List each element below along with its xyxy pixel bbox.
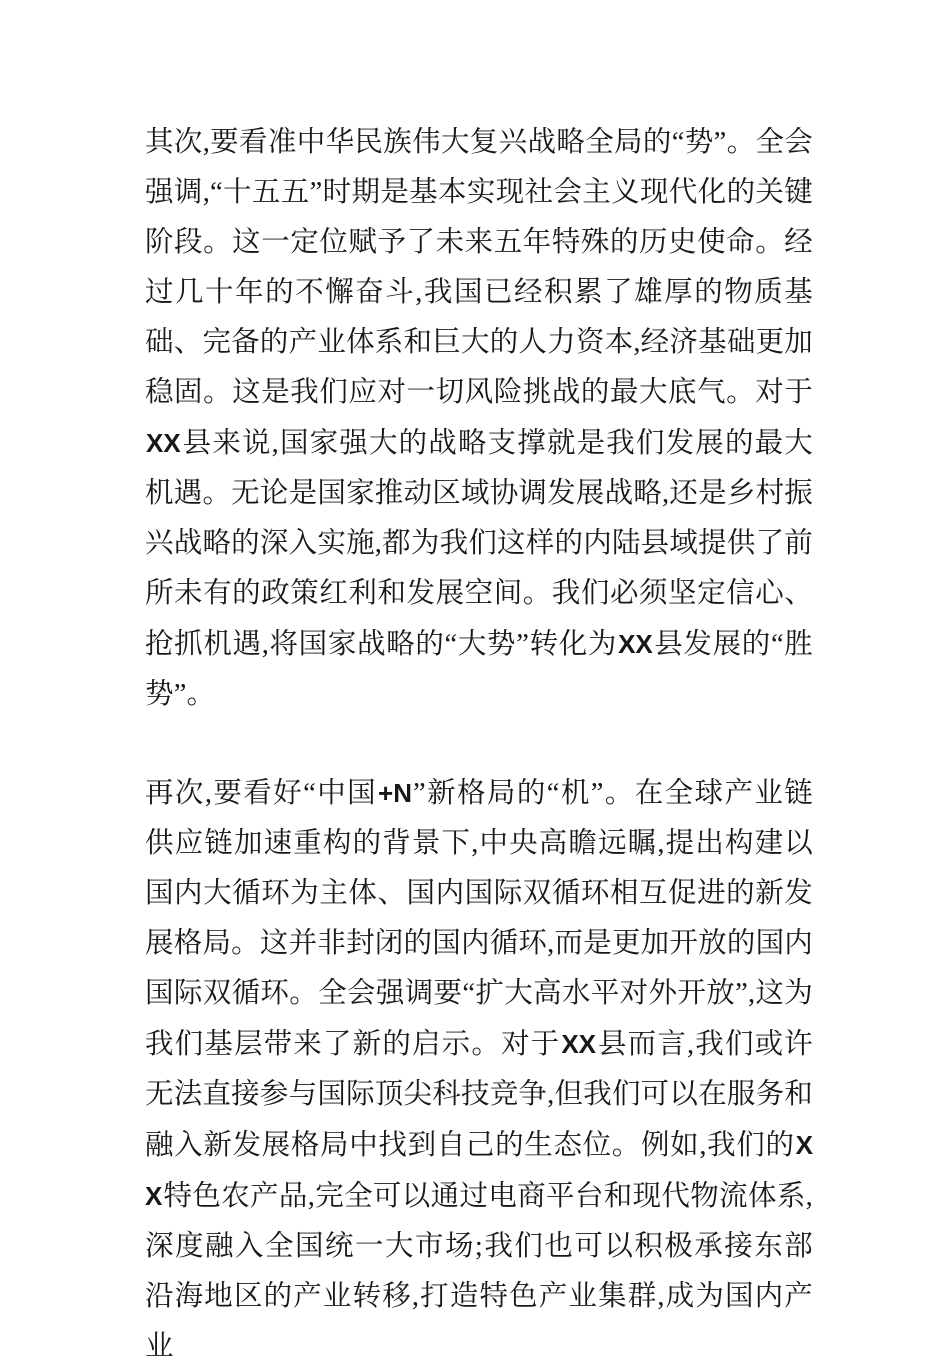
inline-latin-token: +N	[378, 778, 413, 808]
inline-latin-token: XX	[561, 1029, 597, 1059]
inline-cjk-text: 再次,要看好“中国	[145, 778, 378, 809]
inline-cjk-text: 县来说,国家强大的战略支撑就是我们发展的最大机遇。无论是国家推动区域协调发展战略,还是乡村振兴战略的深入实施,都为我们这样的内陆县域提供了前所未有的政策红利和发展空间。我们必须坚定信心、抢抓机遇,将国家战略的“大势”转化为	[145, 428, 813, 660]
paragraph	[145, 768, 813, 1372]
inline-latin-token: XX	[145, 1130, 813, 1211]
inline-cjk-text: ”新格局的“机”。在全球产业链供应链加速重构的背景下,中央高瞻远瞩,提出构建以国内大循环为主体、国内国际双循环相互促进的新发展格局。这并非封闭的国内循环,而是更加开放的国内国际双循环。全会强调要“扩大高水平对外开放”,这为我们基层带来了新的启示。对于	[145, 778, 814, 1060]
paragraph	[145, 118, 813, 720]
inline-cjk-text: 特色农产品,完全可以通过电商平台和现代物流体系,深度融入全国统一大市场;我们也可以积极承接东部沿海地区的产业转移,打造特色产业集群,成为国内产业	[145, 1181, 813, 1362]
inline-latin-token: XX	[146, 428, 181, 458]
document-text-body	[145, 118, 813, 1372]
inline-cjk-text: 县发展的“胜势”。	[145, 629, 813, 710]
inline-cjk-text: 县而言,我们或许无法直接参与国际顶尖科技竞争,但我们可以在服务和融入新发展格局中找到自己的生态位。例如,我们的	[145, 1029, 813, 1161]
inline-cjk-text: 其次,要看准中华民族伟大复兴战略全局的“势”。全会强调,“十五五”时期是基本实现社会主义现代化的关键阶段。这一定位赋予了未来五年特殊的历史使命。经过几十年的不懈奋斗,我国已经积累了雄厚的物质基础、完备的产业体系和巨大的人力资本,经济基础更加稳固。这是我们应对一切风险挑战的最大底气。对于	[145, 127, 813, 408]
inline-latin-token: XX	[618, 629, 653, 659]
